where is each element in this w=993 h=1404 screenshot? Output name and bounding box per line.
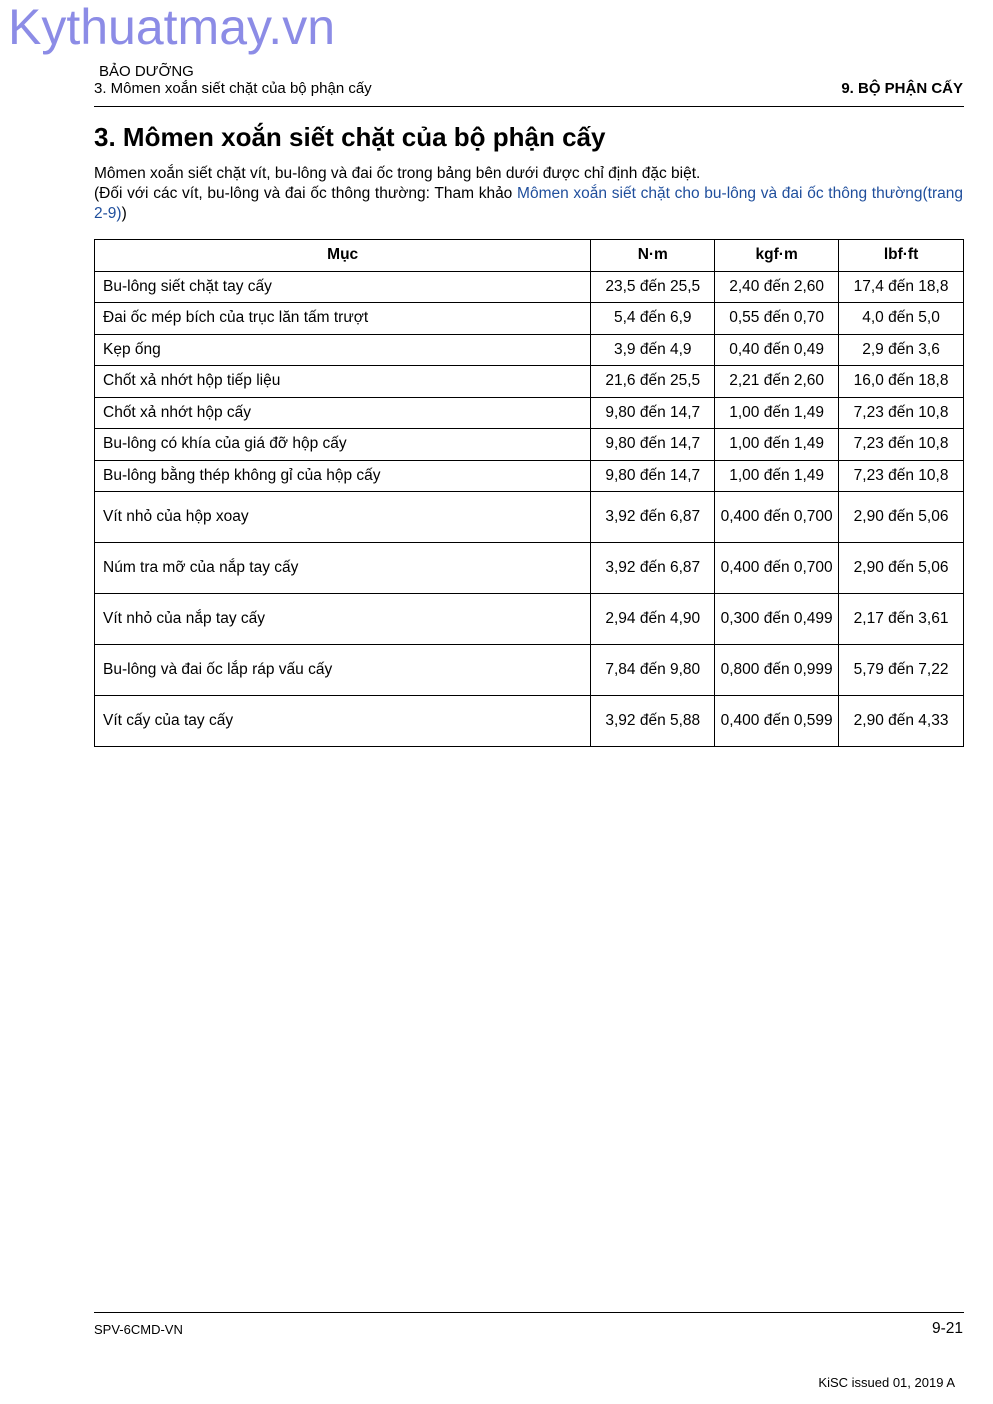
header-chapter: 9. BỘ PHẬN CẤY [841,80,963,97]
cell-kgfm: 0,400 đến 0,700 [715,543,839,594]
cell-lbfft: 16,0 đến 18,8 [839,366,964,398]
cell-lbfft: 2,90 đến 5,06 [839,543,964,594]
table-row [95,594,964,645]
table-row [95,492,964,543]
footer-divider [94,1312,964,1313]
cell-nm: 7,84 đến 9,80 [591,645,715,696]
cell-nm: 5,4 đến 6,9 [591,303,715,335]
table-row [95,366,964,398]
cell-item: Bu-lông có khía của giá đỡ hộp cấy [95,429,591,461]
table-row [95,397,964,429]
cell-lbfft: 2,9 đến 3,6 [839,334,964,366]
cell-kgfm: 0,300 đến 0,499 [715,594,839,645]
cell-nm: 9,80 đến 14,7 [591,429,715,461]
cell-item: Chốt xả nhớt hộp cấy [95,397,591,429]
document-code: SPV-6CMD-VN [94,1322,183,1337]
cell-nm: 3,92 đến 6,87 [591,492,715,543]
cell-item: Vít nhỏ của nắp tay cấy [95,594,591,645]
cell-lbfft: 4,0 đến 5,0 [839,303,964,335]
issue-info: KiSC issued 01, 2019 A [818,1375,955,1390]
cell-lbfft: 2,17 đến 3,61 [839,594,964,645]
cell-item: Kẹp ống [95,334,591,366]
page-number: 9-21 [931,1320,963,1337]
column-header-kgfm: kgf·m [715,240,839,272]
cell-lbfft: 5,79 đến 7,22 [839,645,964,696]
table-row [95,460,964,492]
header-section: BẢO DƯỠNG [99,63,194,80]
intro-line-1: Mômen xoắn siết chặt vít, bu-lông và đai ốc trong bảng bên dưới được chỉ định đặc biệt. [94,165,701,182]
cell-lbfft: 7,23 đến 10,8 [839,397,964,429]
cell-nm: 3,92 đến 6,87 [591,543,715,594]
cell-item: Núm tra mỡ của nắp tay cấy [95,543,591,594]
table-row [95,543,964,594]
watermark: Kythuatmay.vn [8,0,336,55]
table-row [95,303,964,335]
table-row [95,696,964,747]
column-header-lbfft: lbf·ft [839,240,964,272]
reference-link[interactable]: Mômen xoắn siết chặt cho bu-lông và đai ốc thông thường(trang 2-9) [94,185,963,222]
cell-item: Vít cấy của tay cấy [95,696,591,747]
cell-nm: 21,6 đến 25,5 [591,366,715,398]
cell-nm: 9,80 đến 14,7 [591,460,715,492]
cell-kgfm: 1,00 đến 1,49 [715,397,839,429]
cell-item: Vít nhỏ của hộp xoay [95,492,591,543]
cell-item: Chốt xả nhớt hộp tiếp liệu [95,366,591,398]
torque-table [94,239,964,747]
cell-nm: 3,9 đến 4,9 [591,334,715,366]
cell-kgfm: 0,40 đến 0,49 [715,334,839,366]
table-row [95,645,964,696]
cell-lbfft: 2,90 đến 5,06 [839,492,964,543]
cell-nm: 3,92 đến 5,88 [591,696,715,747]
cell-lbfft: 17,4 đến 18,8 [839,271,964,303]
cell-kgfm: 0,400 đến 0,700 [715,492,839,543]
page-title: 3. Mômen xoắn siết chặt của bộ phận cấy [94,122,606,152]
cell-item: Bu-lông bằng thép không gỉ của hộp cấy [95,460,591,492]
cell-lbfft: 7,23 đến 10,8 [839,460,964,492]
cell-item: Bu-lông và đai ốc lắp ráp vấu cấy [95,645,591,696]
header-subsection: 3. Mômen xoắn siết chặt của bộ phận cấy [94,80,372,97]
intro-line-2-prefix: (Đối với các vít, bu-lông và đai ốc thông thường: Tham khảo [94,185,518,202]
cell-lbfft: 7,23 đến 10,8 [839,429,964,461]
cell-kgfm: 0,55 đến 0,70 [715,303,839,335]
column-header-nm: N·m [591,240,715,272]
cell-kgfm: 2,40 đến 2,60 [715,271,839,303]
table-row [95,334,964,366]
table-header-row [95,240,964,272]
cell-item: Đai ốc mép bích của trục lăn tấm trượt [95,303,591,335]
table-row [95,271,964,303]
cell-kgfm: 0,400 đến 0,599 [715,696,839,747]
header-divider [94,106,964,107]
intro-text [94,164,963,224]
intro-line-2-suffix: ) [121,205,127,222]
column-header-item: Mục [95,240,591,272]
cell-lbfft: 2,90 đến 4,33 [839,696,964,747]
cell-nm: 23,5 đến 25,5 [591,271,715,303]
table-row [95,429,964,461]
cell-item: Bu-lông siết chặt tay cấy [95,271,591,303]
intro-line-2 [94,184,963,224]
cell-kgfm: 1,00 đến 1,49 [715,429,839,461]
cell-nm: 2,94 đến 4,90 [591,594,715,645]
cell-kgfm: 2,21 đến 2,60 [715,366,839,398]
cell-kgfm: 1,00 đến 1,49 [715,460,839,492]
cell-kgfm: 0,800 đến 0,999 [715,645,839,696]
cell-nm: 9,80 đến 14,7 [591,397,715,429]
